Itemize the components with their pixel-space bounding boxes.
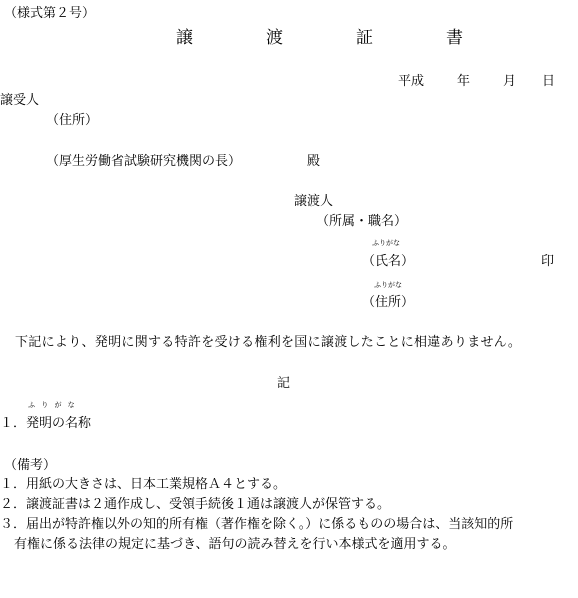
ki-heading: 記 [277, 376, 291, 391]
note-3-line-1: ３．届出が特許権以外の知的所有権（著作権を除く。）に係るものの場合は、当該知的所 [0, 517, 514, 532]
recipient-label: 譲受人 [0, 93, 40, 108]
date-day: 日 [542, 74, 556, 89]
recipient-address: （住所） [46, 113, 99, 128]
transferor-address: （住所） [362, 295, 415, 310]
date-year: 年 [457, 74, 471, 89]
transferor-address-furigana: ふりがな [374, 281, 402, 289]
date-month: 月 [503, 74, 517, 89]
invention-name-item: １．発明の名称 [0, 416, 92, 431]
date-era: 平成 [398, 74, 425, 89]
transferor-name: （氏名） [362, 254, 415, 269]
invention-furigana: ふ り が な [28, 401, 77, 409]
recipient-honorific: 殿 [307, 154, 321, 169]
transferor-label: 譲渡人 [294, 194, 334, 209]
seal-mark: 印 [541, 254, 555, 269]
note-3-line-2: 有権に係る法律の規定に基づき、語句の読み替えを行い本様式を適用する。 [14, 537, 456, 552]
transferor-affiliation: （所属・職名） [316, 214, 408, 229]
statement-text: 下記により、発明に関する特許を受ける権利を国に譲渡したことに相違ありません。 [15, 335, 522, 350]
transferor-name-furigana: ふりがな [372, 239, 400, 247]
document-title: 譲 渡 証 書 [176, 28, 491, 48]
note-2: ２．譲渡証書は２通作成し、受領手続後１通は譲渡人が保管する。 [0, 497, 391, 512]
notes-header: （備考） [4, 458, 57, 473]
recipient-name: （厚生労働省試験研究機関の長） [46, 154, 242, 169]
form-label: （様式第２号） [4, 6, 96, 21]
note-1: １．用紙の大きさは、日本工業規格Ａ４とする。 [0, 477, 287, 492]
